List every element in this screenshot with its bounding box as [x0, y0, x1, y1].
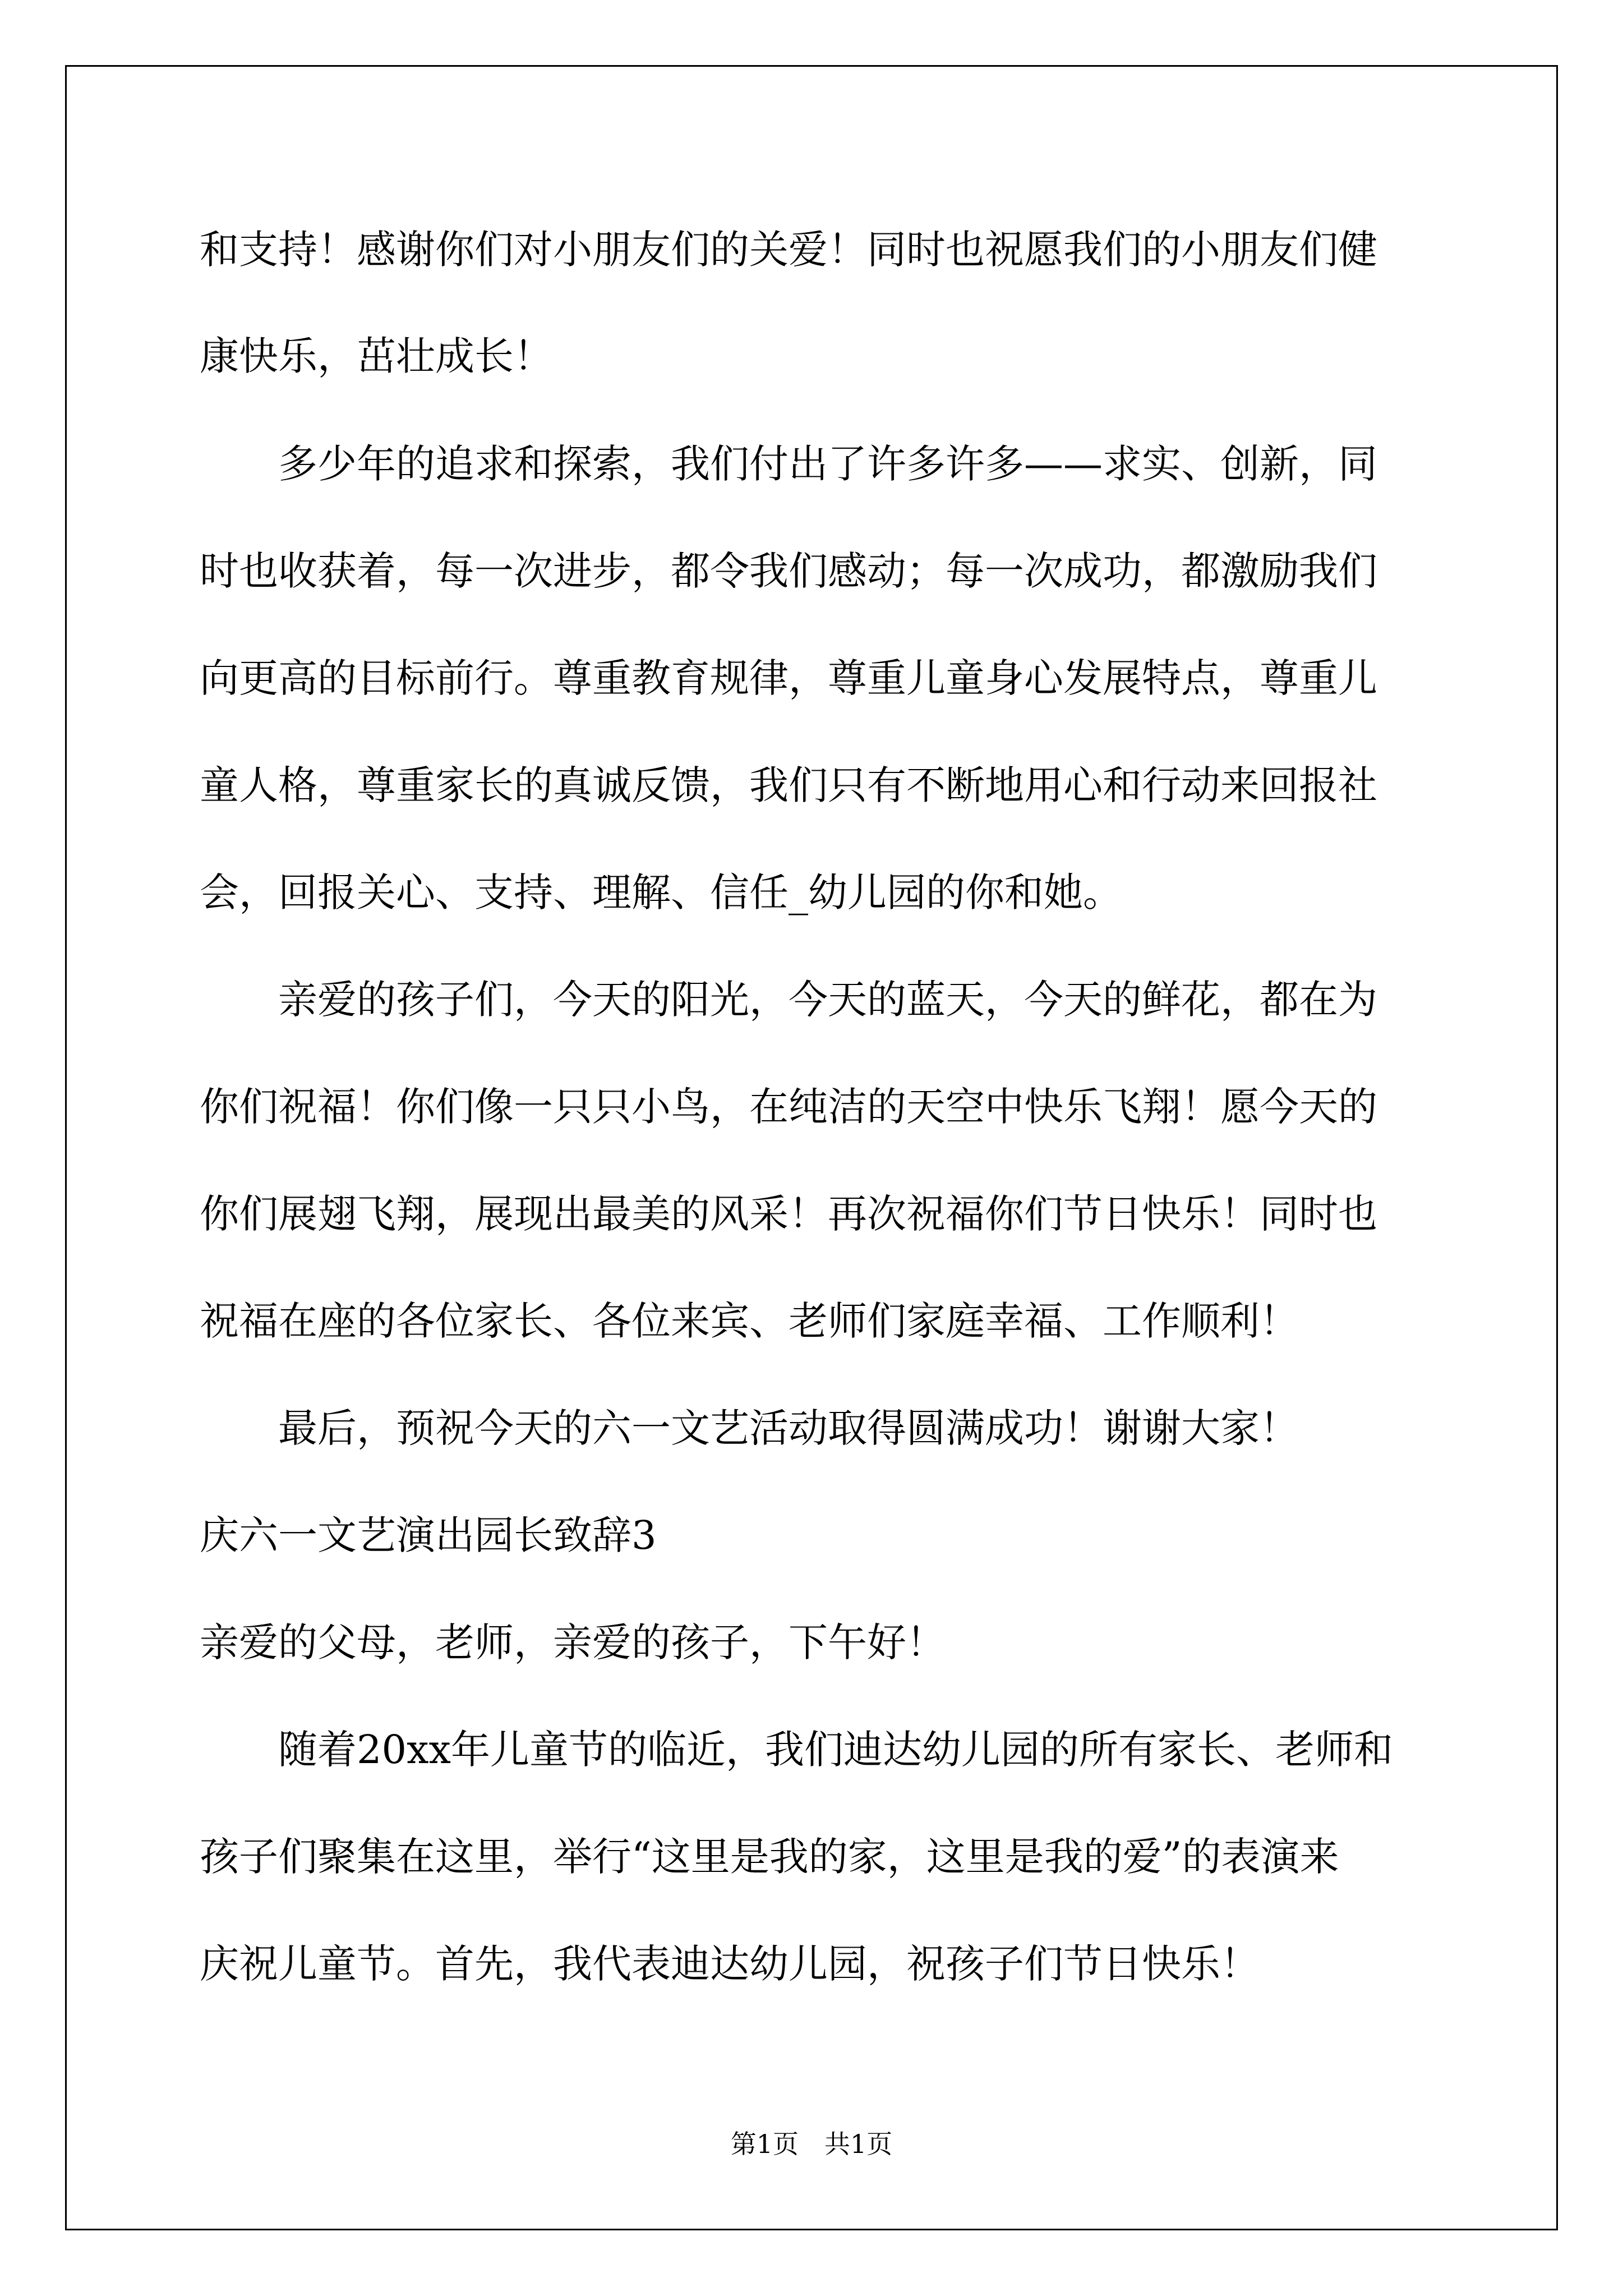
text-line: 孩子们聚集在这里，举行“这里是我的家，这里是我的爱”的表演来 — [200, 1834, 1339, 1880]
page-number-footer: 第1页 共1页 — [730, 2129, 893, 2159]
page-border — [65, 65, 1558, 2230]
paragraph-first-line: 随着20xx年儿童节的临近，我们迪达幼儿园的所有家长、老师和 — [278, 1727, 1394, 1773]
text-line: 时也收获着，每一次进步，都令我们感动；每一次成功，都激励我们 — [200, 548, 1377, 594]
text-line: 你们展翅飞翔，展现出最美的风采！再次祝福你们节日快乐！同时也 — [200, 1191, 1377, 1237]
text-line: 和支持！感谢你们对小朋友们的关爱！同时也祝愿我们的小朋友们健 — [200, 227, 1377, 273]
salutation: 亲爱的父母，老师，亲爱的孩子，下午好！ — [200, 1619, 946, 1665]
text-line: 会，回报关心、支持、理解、信任_幼儿园的你和她。 — [200, 869, 1122, 915]
paragraph-first-line: 最后，预祝今天的六一文艺活动取得圆满成功！谢谢大家！ — [278, 1405, 1299, 1451]
paragraph-first-line: 亲爱的孩子们，今天的阳光，今天的蓝天，今天的鲜花，都在为 — [278, 977, 1377, 1023]
text-line: 童人格，尊重家长的真诚反馈，我们只有不断地用心和行动来回报社 — [200, 762, 1377, 808]
text-line: 向更高的目标前行。尊重教育规律，尊重儿童身心发展特点，尊重儿 — [200, 655, 1377, 701]
paragraph-first-line: 多少年的追求和探索，我们付出了许多许多——求实、创新，同 — [278, 441, 1377, 487]
text-line: 康快乐，茁壮成长！ — [200, 333, 553, 379]
text-line: 庆祝儿童节。首先，我代表迪达幼儿园，祝孩子们节日快乐！ — [200, 1941, 1260, 1987]
text-line: 你们祝福！你们像一只只小鸟，在纯洁的天空中快乐飞翔！愿今天的 — [200, 1084, 1377, 1130]
section-heading: 庆六一文艺演出园长致辞3 — [200, 1512, 657, 1558]
text-line: 祝福在座的各位家长、各位来宾、老师们家庭幸福、工作顺利！ — [200, 1298, 1299, 1344]
